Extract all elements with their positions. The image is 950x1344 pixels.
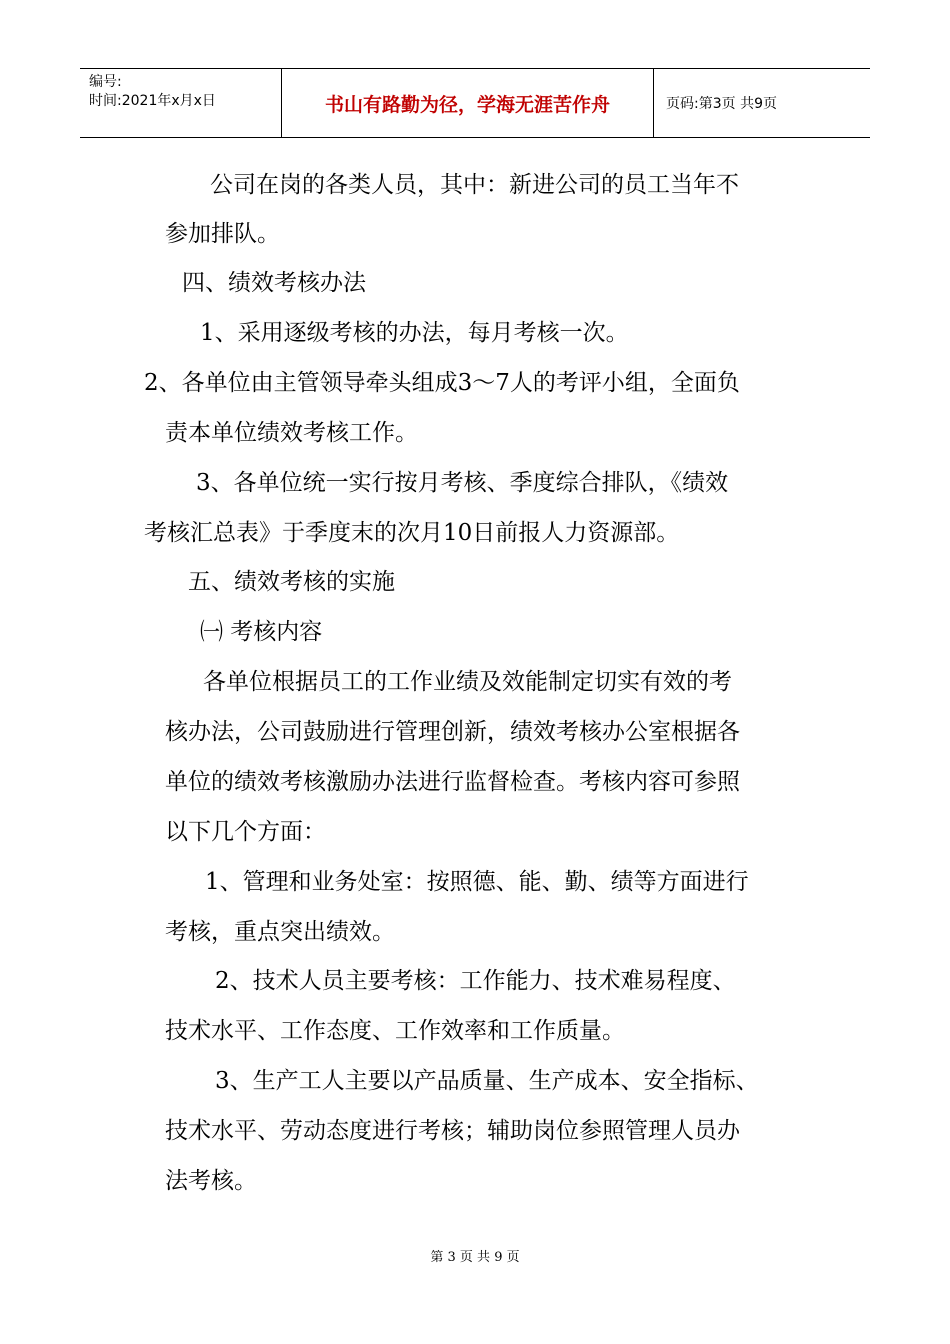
section-heading: 五、绩效考核的实施 <box>188 569 395 595</box>
header-page-info: 页码:第3页 共9页 <box>666 96 777 112</box>
body-line: 单位的绩效考核激励办法进行监督检查。考核内容可参照 <box>165 769 740 795</box>
body-line: 责本单位绩效考核工作。 <box>165 420 418 446</box>
header-meta <box>80 69 282 137</box>
page-footer: 第 3 页 共 9 页 <box>430 1250 520 1265</box>
section-heading: 四、绩效考核办法 <box>182 270 366 296</box>
document-number-label: 编号: <box>89 74 122 90</box>
body-line: 3、各单位统一实行按月考核、季度综合排队，《绩效 <box>196 470 729 496</box>
body-line: 技术水平、工作态度、工作效率和工作质量。 <box>165 1018 625 1044</box>
body-line: 考核，重点突出绩效。 <box>165 919 395 945</box>
body-line: 技术水平、劳动态度进行考核；辅助岗位参照管理人员办 <box>165 1118 740 1144</box>
body-line: 参加排队。 <box>165 221 280 247</box>
body-line: 以下几个方面： <box>165 819 326 845</box>
subsection-heading: ㈠ 考核内容 <box>200 619 323 645</box>
body-line: 公司在岗的各类人员，其中：新进公司的员工当年不 <box>210 172 739 198</box>
body-line: 2、技术人员主要考核：工作能力、技术难易程度、 <box>215 968 736 994</box>
body-line: 法考核。 <box>165 1168 257 1194</box>
body-line: 3、生产工人主要以产品质量、生产成本、安全指标、 <box>215 1068 759 1094</box>
body-line: 1、管理和业务处室：按照德、能、勤、绩等方面进行 <box>205 869 749 895</box>
body-line: 考核汇总表》于季度末的次月10日前报人力资源部。 <box>144 520 680 546</box>
document-time-label: 时间:2021年x月x日 <box>89 93 216 109</box>
body-line: 各单位根据员工的工作业绩及效能制定切实有效的考 <box>203 669 732 695</box>
body-line: 1、采用逐级考核的办法，每月考核一次。 <box>200 320 629 346</box>
body-line: 2、各单位由主管领导牵头组成3～7人的考评小组，全面负 <box>144 370 740 396</box>
body-line: 核办法，公司鼓励进行管理创新，绩效考核办公室根据各 <box>165 719 740 745</box>
header-motto: 书山有路勤为径，学海无涯苦作舟 <box>282 69 654 137</box>
page-header <box>80 68 870 138</box>
